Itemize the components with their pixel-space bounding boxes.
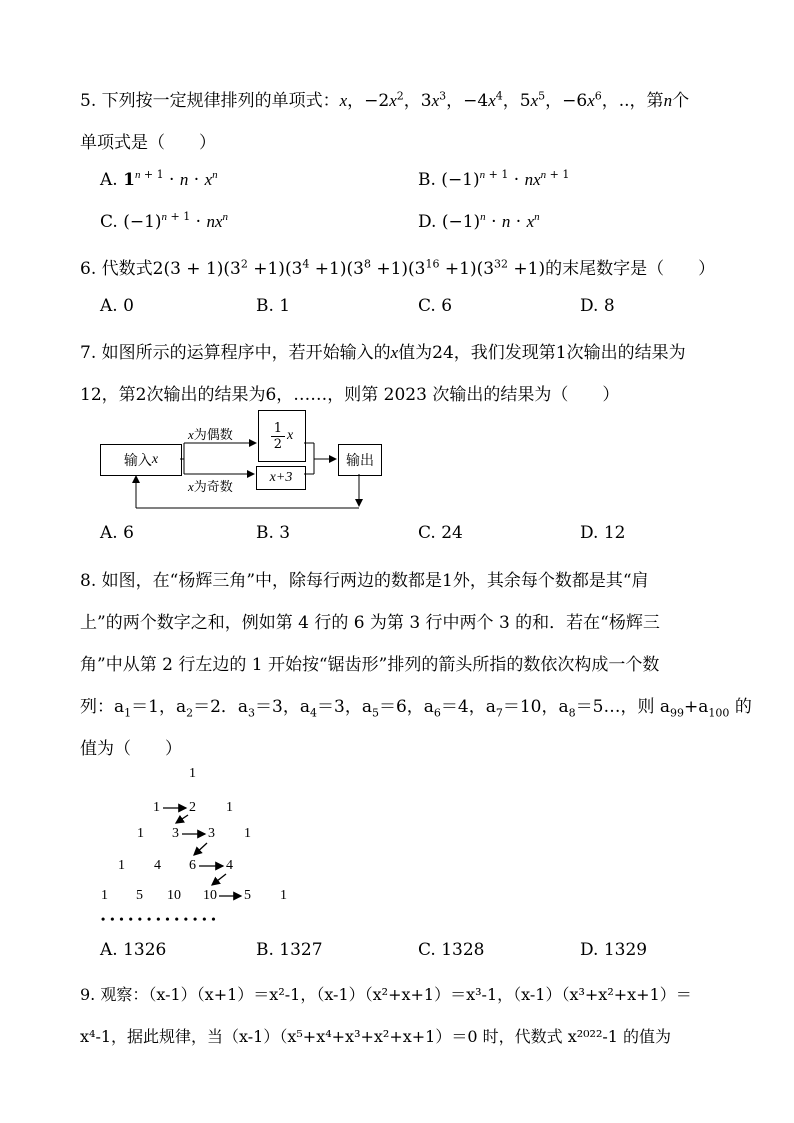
half-box: 1 2 x [258,410,306,462]
tri-r3-4: 1 [244,826,251,841]
q9-line2: x⁴-1，据此规律，当（x-1）（x⁵+x⁴+x³+x²+x+1）＝0 时，代数式 x²⁰²²-1 的值为 [80,1027,672,1046]
plus3-box: x+3 [256,466,306,490]
q5-suffix: ，..，第 [601,91,664,111]
q8-option-a: A. 1326 [100,940,167,960]
q6-option-d: D. 8 [580,296,615,316]
even-label: x为偶数 [188,427,233,443]
q5-line2: 单项式是（ ） [80,133,216,153]
q8-line4: 列：$a_1=1$，$a_2=2$．$a_3=3$，$a_4=3$，$a_5=6$，$a_6=4$，$a_7=10$，$a_8=5\dots$，则 $a_{99}+a_{100}$ 的 [80,697,752,720]
tri-r2-3: 1 [226,800,233,815]
tri-r5-6: 1 [280,888,287,903]
tri-r4-3: 6 [189,858,196,873]
q8-option-c: C. 1328 [418,940,485,960]
q5-option-a: A. $1^{n + 1} \cdot n \cdot x^n$ [100,168,218,190]
q7-option-c: C. 24 [418,523,463,543]
q6-option-c: C. 6 [418,296,453,316]
tri-dots: • • • • • • • • • • • • • [101,912,217,926]
q8-line2: 上”的两个数字之和，例如第 4 行的 6 为第 3 行中两个 3 的和．若在“杨辉三 [80,613,660,633]
tri-r2-2: 2 [189,800,196,815]
tri-r4-4: 4 [226,858,233,873]
q7-line1: 7. 如图所示的运算程序中，若开始输入的x值为24，我们发现第1次输出的结果为 [80,343,686,363]
tri-r3-1: 1 [137,826,144,841]
tri-r5-1: 1 [101,888,108,903]
q7-line2: 12，第2次输出的结果为6，……，则第 2023 次输出的结果为（ ） [80,385,620,405]
q5-option-d: D. $(-1)^n \cdot n \cdot x^n$ [418,211,540,232]
tri-r5-2: 5 [136,888,143,903]
tri-r4-1: 1 [118,858,125,873]
q5-option-c: C. $(-1)^{n + 1} \cdot nx^n$ [100,210,229,232]
q7-option-d: D. 12 [580,523,626,543]
q5-end: 个 [672,91,690,111]
q8-option-d: D. 1329 [580,940,648,960]
q8-line1: 8. 如图，在“杨辉三角”中，除每行两边的数都是1外，其余每个数都是其“肩 [80,571,649,591]
q7-option-b: B. 3 [256,523,291,543]
tri-r3-3: 3 [208,826,215,841]
q5-option-b: B. $(-1)^{n + 1} \cdot nx^{n + 1}$ [418,168,570,190]
tri-r3-2: 3 [172,826,179,841]
input-box: 输入 x [100,444,182,476]
tri-r5-5: 5 [244,888,251,903]
tri-r5-4: 10 [203,888,217,903]
tri-r2-1: 1 [153,800,160,815]
tri-r1-1: 1 [189,766,196,781]
q6-option-a: A. 0 [100,296,134,316]
q8-option-b: B. 1327 [256,940,323,960]
tri-r5-3: 10 [167,888,181,903]
output-box: 输出 [338,444,382,476]
q9-line1: 9. 观察：（x-1）（x+1）＝x²-1，（x-1）（x²+x+1）＝x³-1，（x-1）（x³+x²+x+1）＝ [80,985,692,1004]
q8-line5: 值为（ ） [80,739,182,759]
q6-line: 6. 代数式$2(3 + 1)(3^2 +1)(3^4 +1)(3^8 +1)(3^{16} +1)(3^{32} +1)$的末尾数字是（ ） [80,257,716,279]
q6-option-b: B. 1 [256,296,291,316]
tri-r4-2: 4 [154,858,161,873]
q5-line1: 5. 下列按一定规律排列的单项式：x，$-2x^2$，$3x^3$，$-4x^4$，$5x^5$，$-6x^6$，..，第n个 [80,89,690,111]
q5-prefix: 5. 下列按一定规律排列的单项式： [80,91,340,111]
q7-option-a: A. 6 [100,523,134,543]
odd-label: x为奇数 [188,479,233,495]
q8-line3: 角”中从第 2 行左边的 1 开始按“锯齿形”排列的箭头所指的数依次构成一个数 [80,655,660,675]
